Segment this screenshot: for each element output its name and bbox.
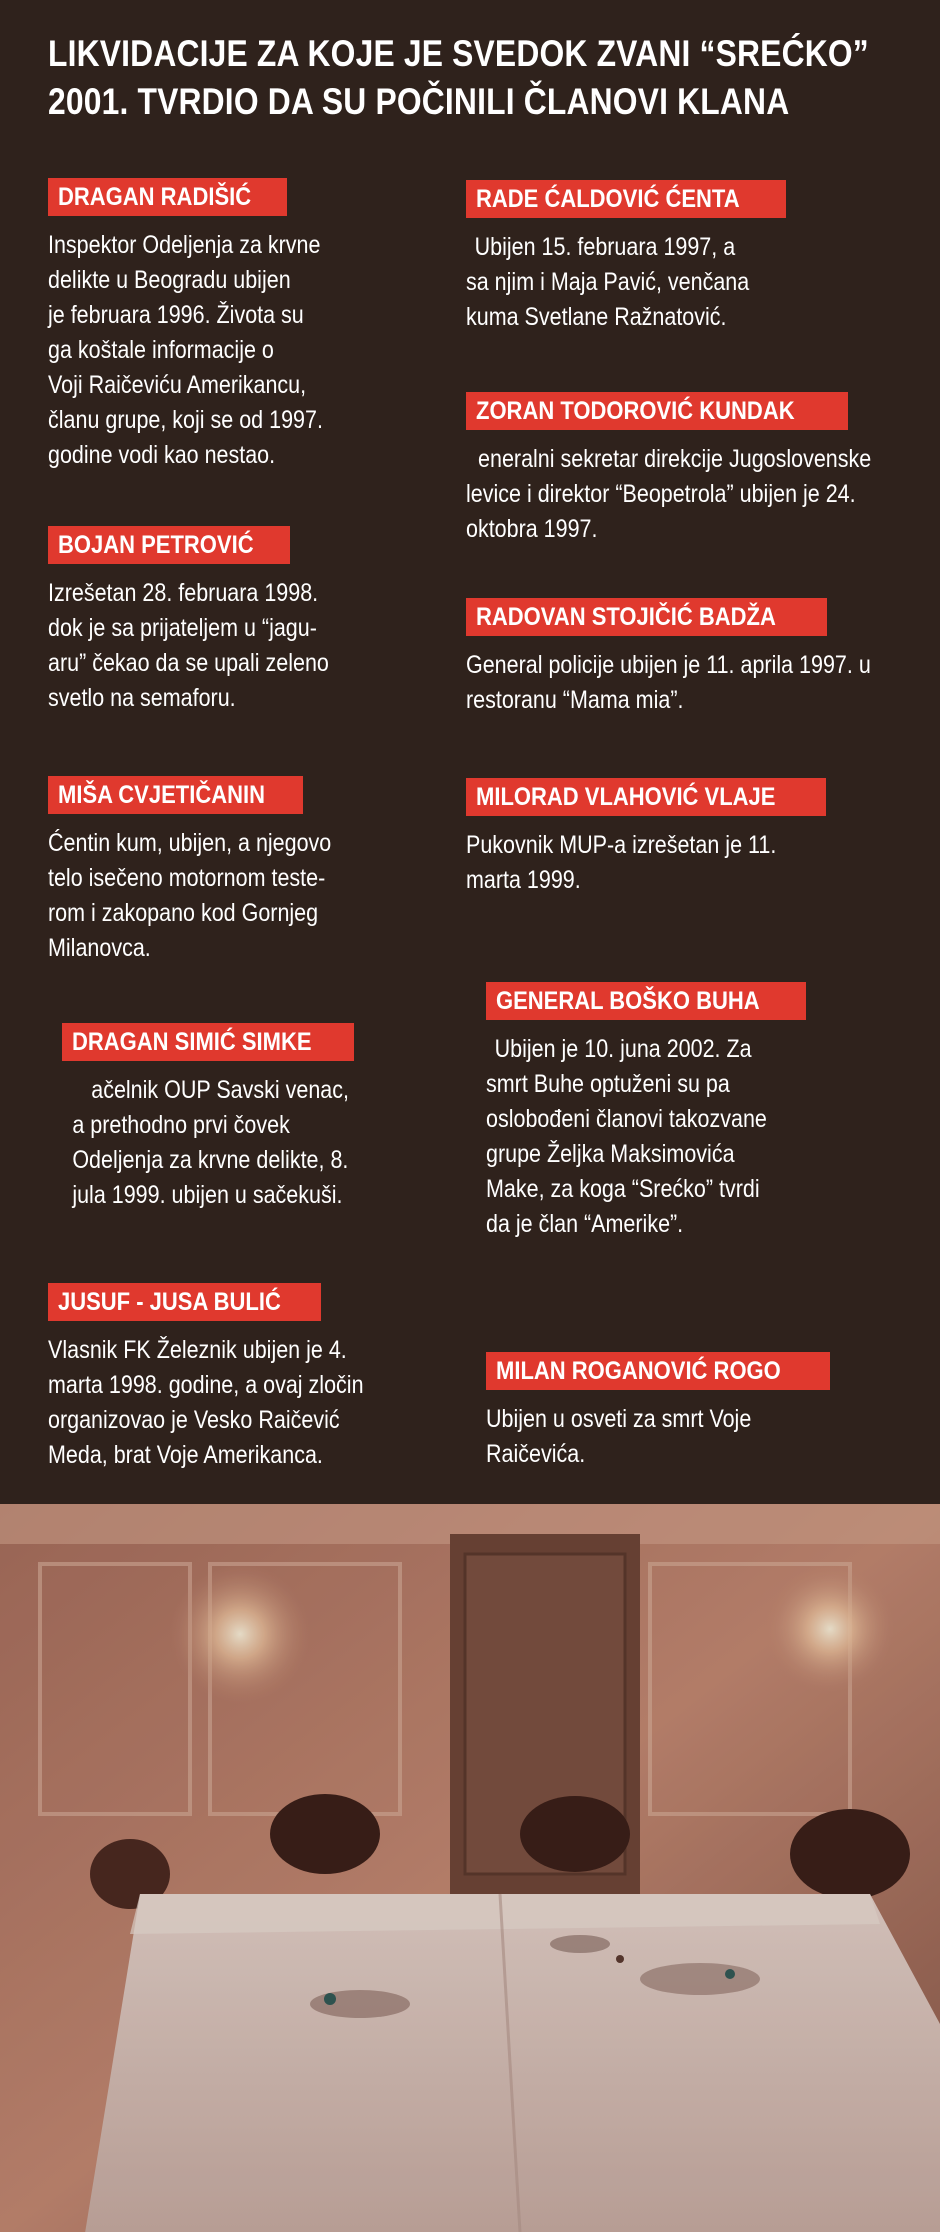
name-label: MILORAD VLAHOVIĆ VLAJE xyxy=(466,778,826,816)
name-label: MILAN ROGANOVIĆ ROGO xyxy=(486,1352,830,1390)
name-label: BOJAN PETROVIĆ xyxy=(48,526,290,564)
name-label: RADE ĆALDOVIĆ ĆENTA xyxy=(466,180,786,218)
restaurant-photo xyxy=(0,1504,940,2232)
title-line-2: 2001. TVRDIO DA SU POČINILI ČLANOVI KLANA xyxy=(48,81,790,122)
entry-dragan-simic-simke xyxy=(62,1023,396,1213)
entry-text: Ubijen je 10. juna 2002. Za smrt Buhe optuženi su pa oslobođeni članovi takozvane grupe Željka Maksimovića Make, za koga “Srećko” tvrdi da je član “Amerike”. xyxy=(486,1035,767,1238)
entry-rade-caldovic-centa xyxy=(466,180,795,335)
name-label: JUSUF - JUSA BULIĆ xyxy=(48,1283,321,1321)
entry-text: Ubijen u osveti za smrt Voje Raičevića. xyxy=(486,1405,752,1468)
entry-milan-roganovic-rogo xyxy=(486,1352,830,1472)
entry-text: Izrešetan 28. februara 1998. dok je sa prijateljem u “jagu- aru” čekao da se upali zeleno svetlo na semaforu. xyxy=(48,579,329,712)
entry-milorad-vlahovic-vlaje xyxy=(466,778,827,898)
name-label: MIŠA CVJETIČANIN xyxy=(48,776,303,814)
name-label: DRAGAN RADIŠIĆ xyxy=(48,178,287,216)
entry-text: Ubijen 15. februara 1997, a sa njim i Maja Pavić, venčana kuma Svetlane Ražnatović. xyxy=(466,233,750,331)
entry-text: ačelnik OUP Savski venac, a prethodno prvi čovek Odeljenja za krvne delikte, 8. jula 1999. ubijen u sačekuši. xyxy=(72,1076,349,1209)
name-label: RADOVAN STOJIČIĆ BADŽA xyxy=(466,598,827,636)
entry-general-bosko-buha xyxy=(486,982,813,1242)
entry-radovan-stojicic-badza xyxy=(466,598,937,718)
entry-dragan-radisic xyxy=(48,178,368,473)
entry-text: eneralni sekretar direkcije Jugoslovenske levice i direktor “Beopetrola” ubijen je 24. oktobra 1997. xyxy=(466,445,872,543)
name-label: DRAGAN SIMIĆ SIMKE xyxy=(62,1023,354,1061)
entry-text: Pukovnik MUP-a izrešetan je 11. marta 1999. xyxy=(466,831,777,894)
entry-zoran-todorovic-kundak xyxy=(466,392,937,547)
entry-text: Ćentin kum, ubijen, a njegovo telo isečeno motornom teste- rom i zakopano kod Gornjeg Milanovca. xyxy=(48,829,332,962)
entry-jusuf-jusa-bulic xyxy=(48,1283,415,1473)
entry-bojan-petrovic xyxy=(48,526,375,716)
page-title xyxy=(48,30,869,126)
entry-text: Inspektor Odeljenja za krvne delikte u Beogradu ubijen je februara 1996. Života su ga koštale informacije o Voji Raičeviću Amerikancu, članu grupe, koji se od 1997. godine vodi kao nestao. xyxy=(48,231,323,469)
entry-misa-cvjeticanin xyxy=(48,776,377,966)
title-line-1: LIKVIDACIJE ZA KOJE JE SVEDOK ZVANI “SREĆKO” xyxy=(48,33,869,74)
entry-text: Vlasnik FK Železnik ubijen je 4. marta 1998. godine, a ovaj zločin organizovao je Vesko Raičević Meda, brat Voje Amerikanca. xyxy=(48,1336,364,1469)
name-label: ZORAN TODOROVIĆ KUNDAK xyxy=(466,392,848,430)
entry-text: General policije ubijen je 11. aprila 1997. u restoranu “Mama mia”. xyxy=(466,651,871,714)
name-label: GENERAL BOŠKO BUHA xyxy=(486,982,806,1020)
